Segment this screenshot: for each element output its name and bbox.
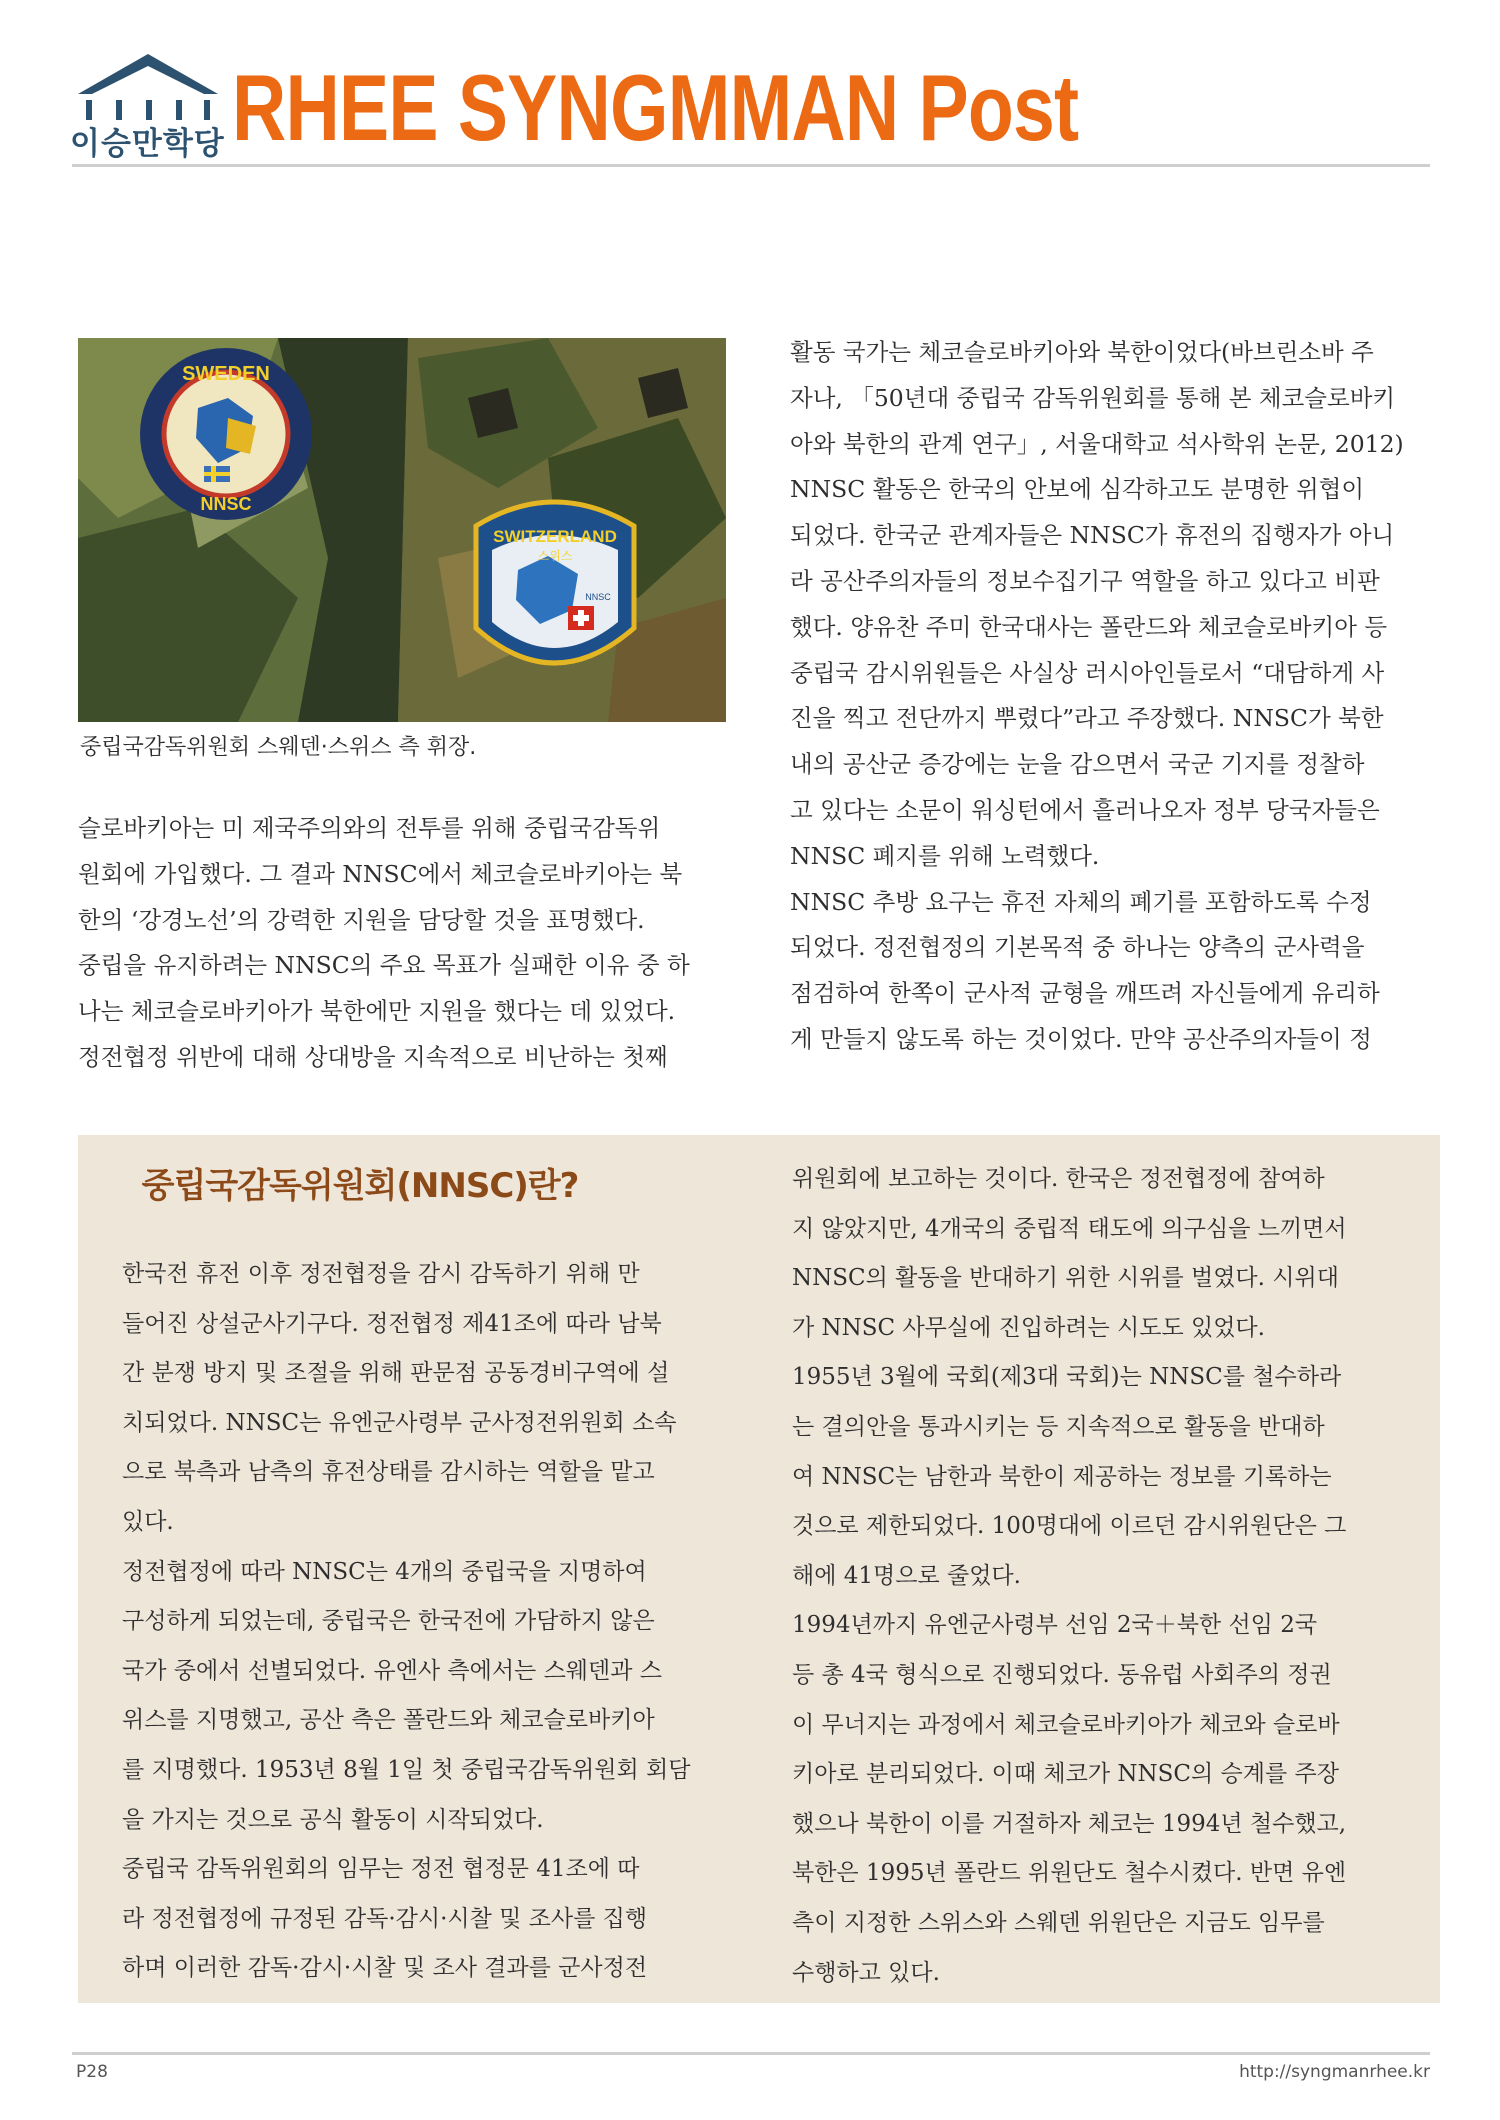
text-line: 을 가지는 것으로 공식 활동이 시작되었다.	[122, 1806, 544, 1833]
footer-divider	[72, 2052, 1430, 2055]
text-line: 슬로바키아는 미 제국주의와의 전투를 위해 중립국감독위	[78, 814, 661, 842]
info-box-left-column	[122, 1250, 742, 1994]
svg-text:SWITZERLAND: SWITZERLAND	[493, 527, 617, 546]
text-line: NNSC 추방 요구는 휴전 자체의 폐기를 포함하도록 수정	[790, 887, 1372, 916]
text-line: 것으로 제한되었다. 100명대에 이르던 감시위원단은 그	[792, 1513, 1347, 1540]
info-box-title: 중립국감독위원회(NNSC)란?	[141, 1166, 579, 1206]
text-line: NNSC의 활동을 반대하기 위한 시위를 벌였다. 시위대	[792, 1265, 1339, 1292]
text-line: 했다. 양유찬 주미 한국대사는 폴란드와 체코슬로바키아 등	[790, 612, 1388, 641]
text-line: 1955년 3월에 국회(제3대 국회)는 NNSC를 철수하라	[792, 1364, 1342, 1391]
switzerland-patch-icon	[476, 502, 634, 663]
text-line: 한국전 휴전 이후 정전협정을 감시 감독하기 위해 만	[122, 1261, 640, 1287]
text-line: 중립국 감독위원회의 임무는 정전 협정문 41조에 따	[122, 1856, 640, 1883]
sweden-patch-icon	[140, 348, 312, 520]
text-line: 해에 41명으로 줄었다.	[792, 1562, 1021, 1589]
text-line: 게 만들지 않도록 하는 것이었다. 만약 공산주의자들이 정	[790, 1024, 1372, 1053]
text-line: 북한은 1995년 폴란드 위원단도 철수시켰다. 반면 유엔	[792, 1860, 1347, 1887]
text-line: 측이 지정한 스위스와 스웨덴 위원단은 지금도 임무를	[792, 1909, 1325, 1936]
text-line: 위스를 지명했고, 공산 측은 폴란드와 체코슬로바키아	[122, 1707, 655, 1734]
text-line: 나는 체코슬로바키아가 북한에만 지원을 했다는 데 있었다.	[78, 997, 676, 1026]
text-line: 으로 북측과 남측의 휴전상태를 감시하는 역할을 맡고	[122, 1459, 655, 1486]
text-line: 등 총 4국 형식으로 진행되었다. 동유럽 사회주의 정권	[792, 1661, 1332, 1688]
logo-text: 이승만학당	[70, 126, 225, 162]
text-line: 라 공산주의자들의 정보수집기구 역할을 하고 있다고 비판	[790, 566, 1380, 595]
text-line: 아와 북한의 관계 연구」, 서울대학교 석사학위 논문, 2012)	[790, 429, 1404, 458]
text-line: 중립국 감시위원들은 사실상 러시아인들로서 “대담하게 사	[790, 658, 1385, 687]
page-number: P28	[76, 2062, 108, 2082]
text-line: 위원회에 보고하는 것이다. 한국은 정전협정에 참여하	[792, 1166, 1325, 1192]
website-link[interactable]: http://syngmanrhee.kr	[1239, 2062, 1430, 2082]
text-line: 진을 찍고 전단까지 뿌렸다”라고 주장했다. NNSC가 북한	[790, 704, 1384, 733]
svg-text:NNSC: NNSC	[585, 592, 611, 602]
text-line: NNSC 활동은 한국의 안보에 심각하고도 분명한 위협이	[790, 475, 1365, 504]
text-line: 점검하여 한쪽이 군사적 균형을 깨뜨려 자신들에게 유리하	[790, 979, 1380, 1008]
text-line: 자나, 「50년대 중립국 감독위원회를 통해 본 체코슬로바키	[790, 383, 1396, 412]
svg-text:SWEDEN: SWEDEN	[182, 363, 270, 385]
text-line: 중립을 유지하려는 NNSC의 주요 목표가 실패한 이유 중 하	[78, 951, 690, 980]
text-line: 는 결의안을 통과시키는 등 지속적으로 활동을 반대하	[792, 1413, 1325, 1440]
text-line: 국가 중에서 선별되었다. 유엔사 측에서는 스웨덴과 스	[122, 1657, 662, 1684]
text-line: 구성하게 되었는데, 중립국은 한국전에 가담하지 않은	[122, 1608, 655, 1635]
text-line: 키아로 분리되었다. 이때 체코가 NNSC의 승계를 주장	[792, 1761, 1339, 1788]
article-right-column	[790, 330, 1440, 1063]
header-divider	[72, 164, 1430, 167]
text-line: 이 무너지는 과정에서 체코슬로바키아가 체코와 슬로바	[792, 1711, 1340, 1738]
text-line: 정전협정 위반에 대해 상대방을 지속적으로 비난하는 첫째	[78, 1042, 668, 1071]
text-line: 했으나 북한이 이를 거절하자 체코는 1994년 철수했고,	[792, 1810, 1347, 1837]
info-box-right-column	[792, 1155, 1412, 1998]
text-line: 가 NNSC 사무실에 진입하려는 시도도 있었다.	[792, 1314, 1265, 1341]
photo-caption: 중립국감독위원회 스웨덴·스위스 측 휘장.	[80, 735, 477, 760]
svg-text:NNSC: NNSC	[200, 494, 252, 514]
masthead-title: RHEE SYNGMMAN Post	[232, 55, 1079, 160]
text-line: 치되었다. NNSC는 유엔군사령부 군사정전위원회 소속	[122, 1409, 677, 1436]
text-line: NNSC 폐지를 위해 노력했다.	[790, 841, 1100, 870]
text-line: 간 분쟁 방지 및 조절을 위해 판문점 공동경비구역에 설	[122, 1360, 670, 1387]
text-line: 지 않았지만, 4개국의 중립적 태도에 의구심을 느끼면서	[792, 1215, 1347, 1242]
text-line: 한의 ‘강경노선’의 강력한 지원을 담당할 것을 표명했다.	[78, 905, 645, 934]
text-line: 있다.	[122, 1508, 174, 1535]
svg-text:스위스: 스위스	[537, 549, 573, 563]
text-line: 라 정전협정에 규정된 감독·감시·시찰 및 조사를 집행	[122, 1905, 648, 1932]
text-line: 를 지명했다. 1953년 8월 1일 첫 중립국감독위원회 회담	[122, 1756, 691, 1783]
article-left-column	[78, 806, 728, 1081]
text-line: 되었다. 한국군 관계자들은 NNSC가 휴전의 집행자가 아니	[790, 521, 1395, 550]
armband-photo	[78, 338, 726, 722]
text-line: 정전협정에 따라 NNSC는 4개의 중립국을 지명하여	[122, 1558, 647, 1585]
text-line: 되었다. 정전협정의 기본목적 중 하나는 양측의 군사력을	[790, 933, 1365, 962]
text-line: 1994년까지 유엔군사령부 선임 2국＋북한 선임 2국	[792, 1612, 1318, 1639]
text-line: 활동 국가는 체코슬로바키아와 북한이었다(바브린소바 주	[790, 338, 1374, 366]
text-line: 수행하고 있다.	[792, 1959, 940, 1986]
text-line: 내의 공산군 증강에는 눈을 감으면서 국군 기지를 정찰하	[790, 750, 1365, 779]
text-line: 원회에 가입했다. 그 결과 NNSC에서 체코슬로바키아는 북	[78, 859, 683, 888]
text-line: 하며 이러한 감독·감시·시찰 및 조사 결과를 군사정전	[122, 1955, 648, 1982]
text-line: 여 NNSC는 남한과 북한이 제공하는 정보를 기록하는	[792, 1463, 1332, 1490]
text-line: 고 있다는 소문이 워싱턴에서 흘러나오자 정부 당국자들은	[790, 795, 1380, 824]
text-line: 들어진 상설군사기구다. 정전협정 제41조에 따라 남북	[122, 1310, 662, 1337]
